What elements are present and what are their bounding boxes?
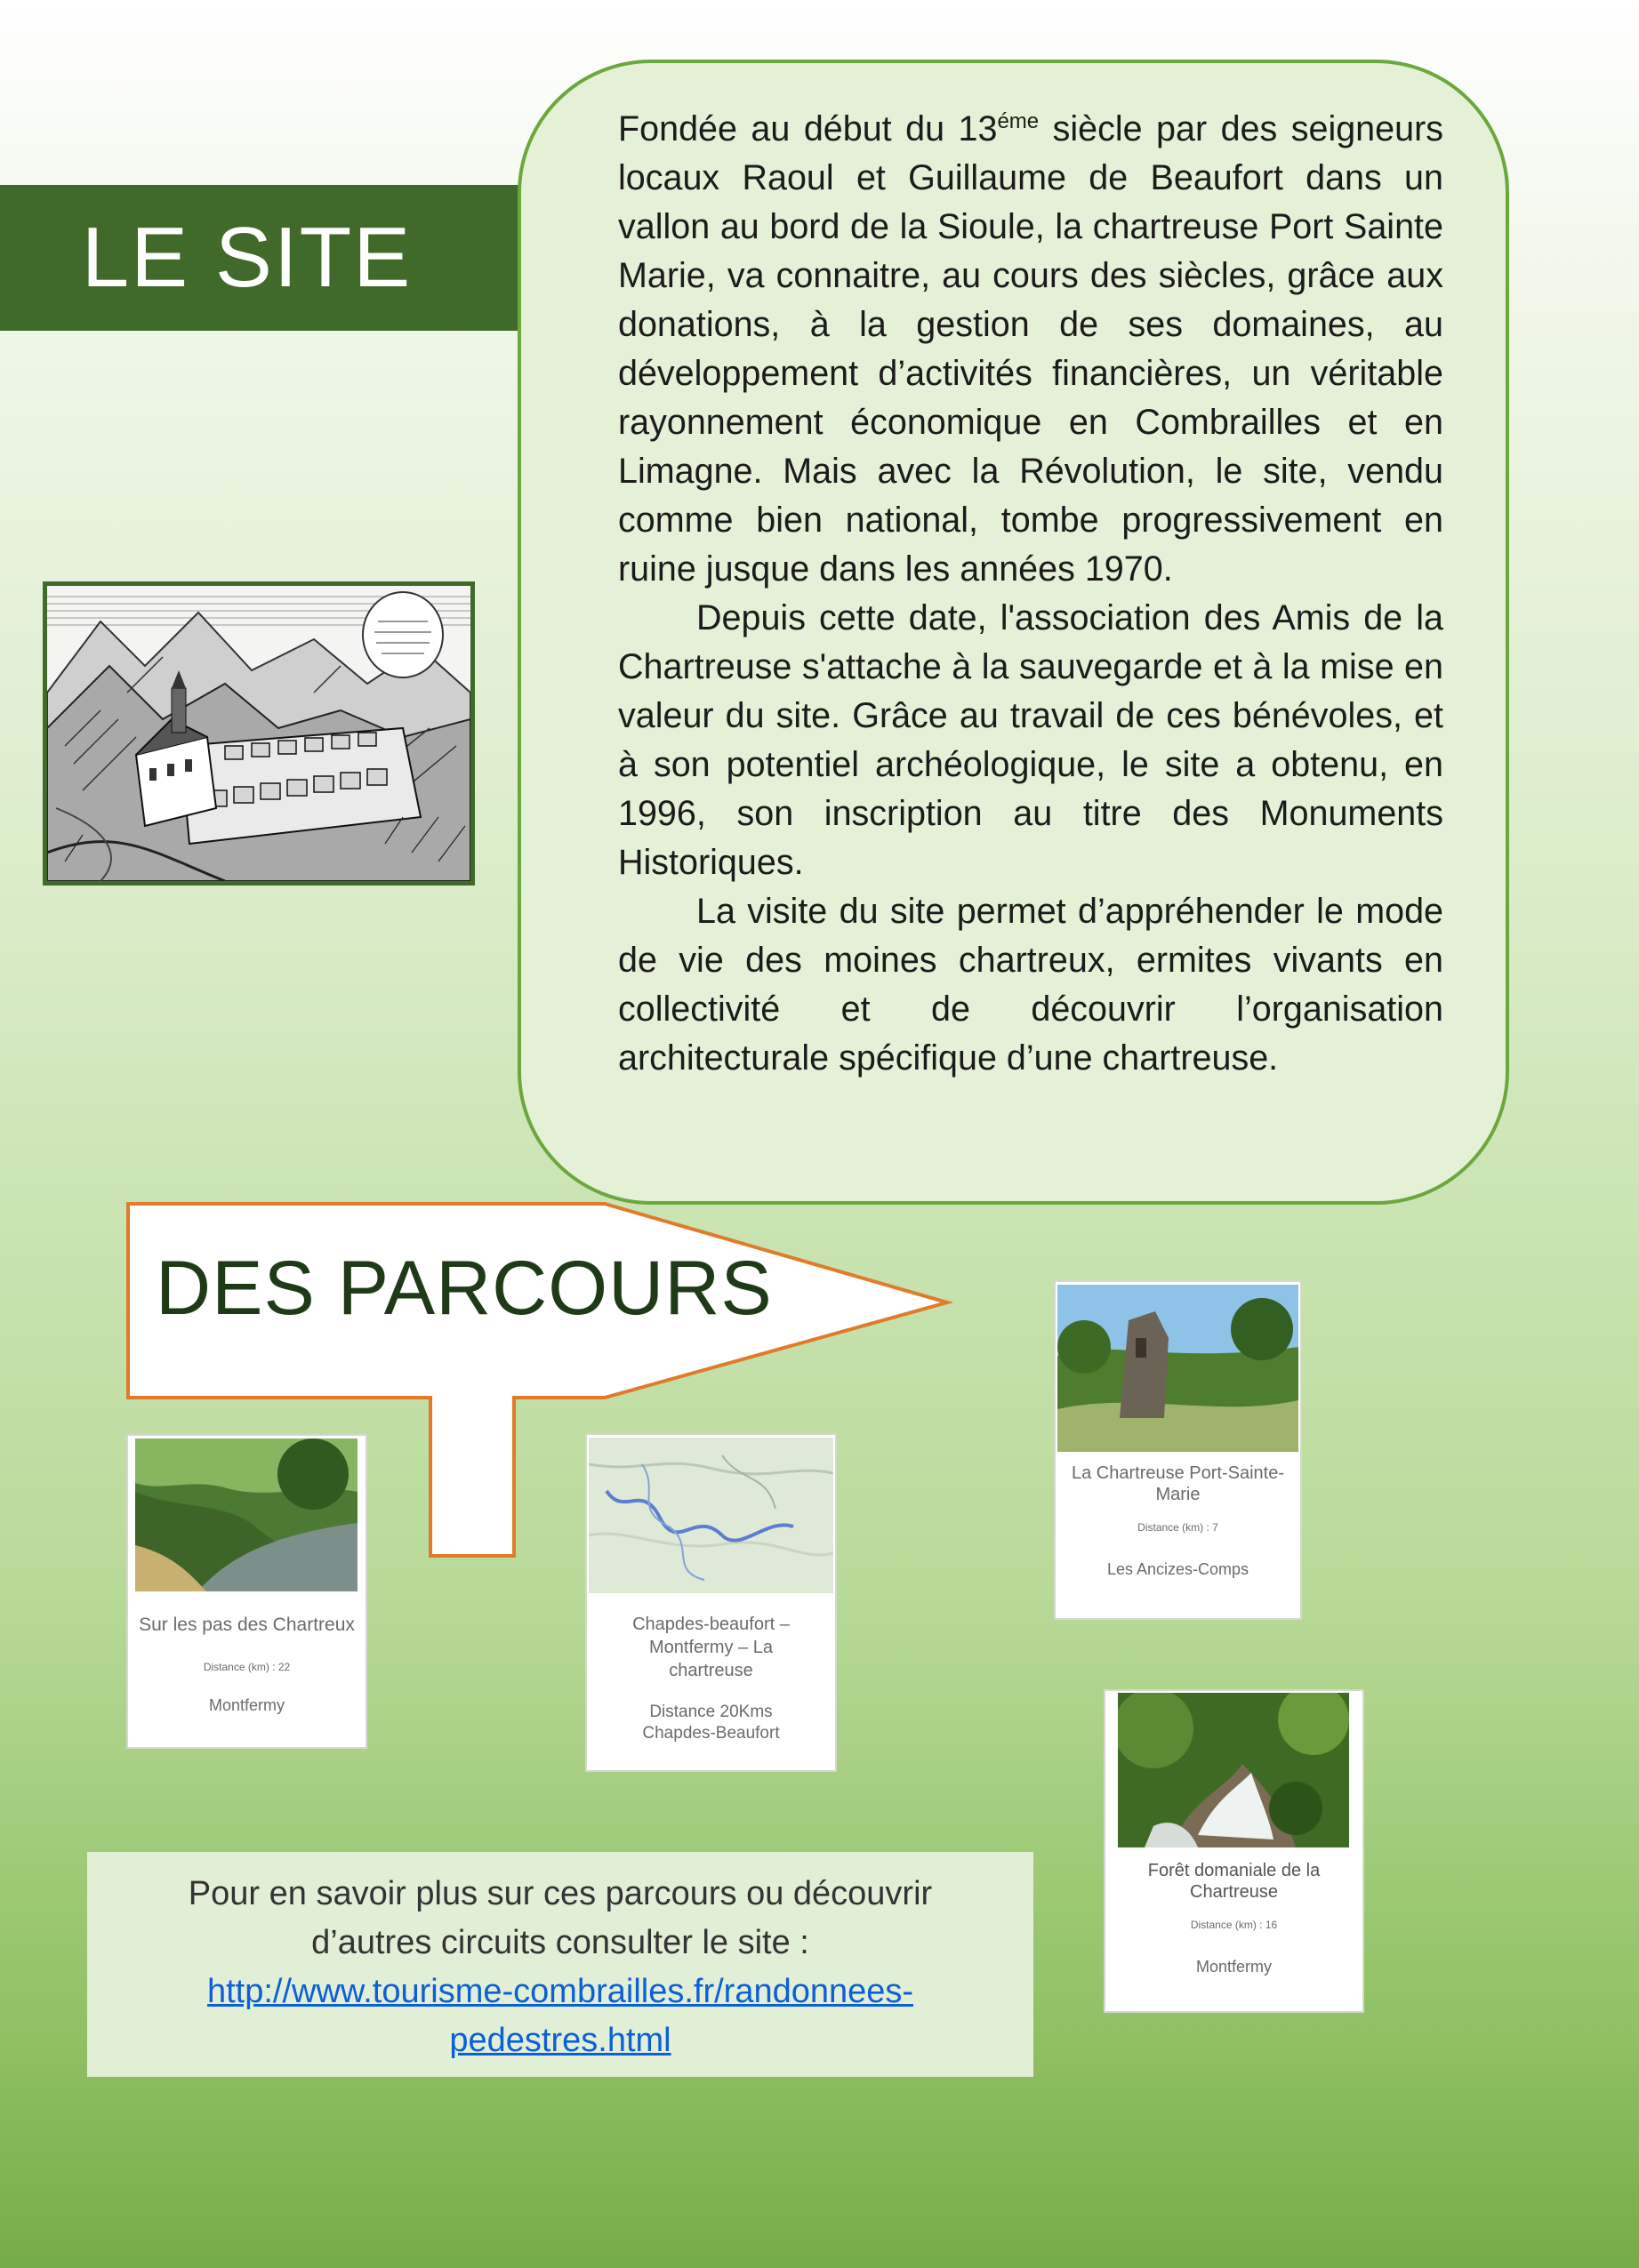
trail-card-title: Forêt domaniale de la Chartreuse — [1147, 1861, 1321, 1902]
trail-card-title: Chapdes-beaufort – Montfermy – La chartreuse — [632, 1615, 790, 1680]
trail-photo-waterfall — [1118, 1693, 1349, 1847]
trail-card-foret-domaniale[interactable] — [1105, 1691, 1362, 2011]
trail-card-sur-les-pas[interactable] — [128, 1436, 366, 1747]
info-line-2: d’autres circuits consulter le site : — [311, 1924, 809, 1961]
trail-card-place: Montfermy — [1195, 1958, 1273, 1975]
trail-card-title: Sur les pas des Chartreux — [139, 1615, 355, 1635]
chartreuse-engraving-image — [43, 581, 475, 886]
trail-card-distance: Distance (km) : 7 — [1137, 1521, 1218, 1534]
trail-card-chapdes-beaufort[interactable] — [587, 1435, 835, 1770]
parcours-section-title: DES PARCOURS — [156, 1246, 773, 1331]
paragraph-association: Depuis cette date, l'association des Amis de la Chartreuse s'attache à la sauvegarde et à la mise en valeur du site. Grâce au travail de ces bénévoles, et à son potentiel archéologique, le site a obtenu, en 1996, son inscription au titre des Monuments Historiques. — [618, 598, 1443, 882]
trail-map-image — [589, 1438, 833, 1593]
trail-card-place: Chapdes-Beaufort — [642, 1724, 780, 1743]
trail-card-place: Montfermy — [208, 1696, 285, 1714]
trail-card-port-sainte-marie[interactable] — [1056, 1282, 1300, 1618]
trail-card-distance: Distance (km) : 16 — [1190, 1919, 1278, 1931]
site-description-text — [618, 105, 1443, 1083]
trail-card-title: La Chartreuse Port-Sainte-Marie — [1071, 1463, 1284, 1504]
trail-photo-ruins — [1057, 1285, 1298, 1452]
more-info-box — [87, 1852, 1033, 2077]
site-section-banner — [0, 185, 520, 331]
trail-photo-river — [135, 1439, 358, 1591]
info-line-1: Pour en savoir plus sur ces parcours ou découvrir — [188, 1875, 933, 1912]
trail-card-distance: Distance 20Kms — [649, 1703, 773, 1721]
site-section-title: LE SITE — [81, 210, 413, 305]
paragraph-visit: La visite du site permet d’appréhender le mode de vie des moines chartreux, ermites vivants en collectivité et de découvrir l’organisation architecturale spécifique d’une chartreuse. — [618, 892, 1443, 1078]
paragraph-history: Fondée au début du $13^{éme}$ siècle par des seigneurs locaux Raoul et Guillaume de Beaufort dans un vallon au bord de la Sioule, la chartreuse Port Sainte Marie, va connaitre, au cours des siècles, grâce aux donations, à la gestion de ses domaines, au développement d’activités financières, un véritable rayonnement économique en Combrailles et en Limagne. Mais avec la Révolution, le site, vendu comme bien national, tombe progressivement en ruine jusque dans les années 1970. — [618, 108, 1443, 589]
trail-card-place: Les Ancizes-Comps — [1106, 1560, 1249, 1578]
tourism-website-link[interactable]: http://www.tourisme-combrailles.fr/randonnees- pedestres.html — [206, 1973, 914, 2059]
trail-card-distance: Distance (km) : 22 — [203, 1661, 291, 1673]
